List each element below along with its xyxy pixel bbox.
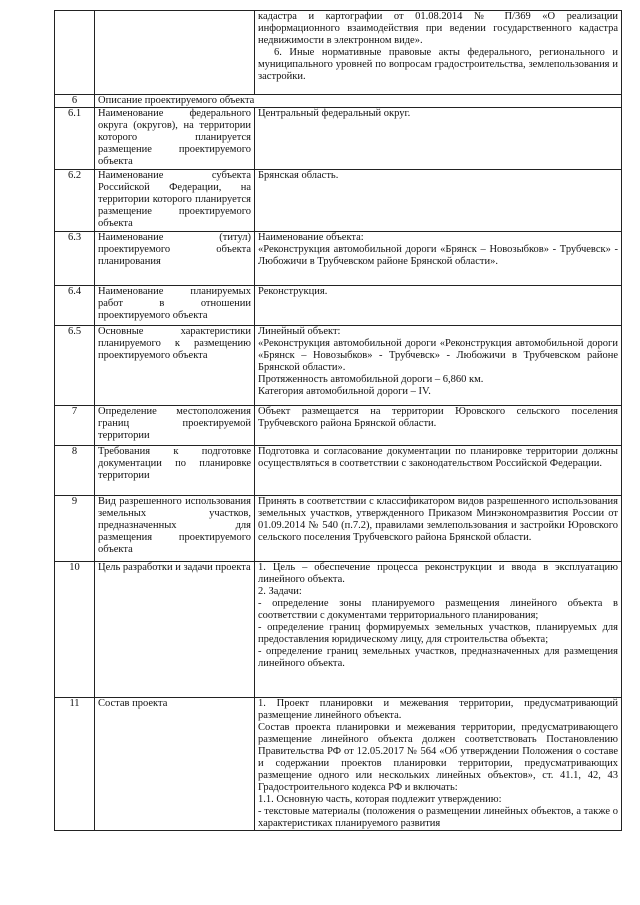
row-value [255,446,622,496]
table-row [55,698,622,831]
row-number: 11 [55,698,95,831]
row-name: Основные характеристики планируемого к размещению проектируемого объекта [95,326,255,406]
value-line: 1.1. Основную часть, которая подлежит утверждению: [258,794,502,805]
row-value [255,562,622,698]
row-number [55,11,95,95]
row-name: Наименование субъекта Российской Федерации, на территории которого планируется размещение проектируемого объекта [95,170,255,232]
value-line: Центральный федеральный округ. [258,108,411,119]
value-line: Объект размещается на территории Юровского сельского поселения Трубчевского района Брянской области. [258,406,618,429]
value-line: - определение границ земельных участков, предназначенных для размещения линейного объекта. [258,646,618,669]
row-number: 6.2 [55,170,95,232]
row-number: 6.1 [55,108,95,170]
table-row [55,496,622,562]
row-name: Вид разрешенного использования земельных участков, предназначенных для размещения проектируемого объекта [95,496,255,562]
table-row [55,562,622,698]
value-line: - определение границ формируемых земельных участков, планируемых для предоставления юридическому лицу, для строительства объекта; [258,622,618,645]
value-line: «Реконструкция автомобильной дороги «Реконструкция автомобильной дороги «Брянск – Новозыбков» - Трубчевск» - Любожичи в Трубчевском районе Брянской области». [258,338,618,373]
value-line: Протяженность автомобильной дороги – 6,860 км. [258,374,484,385]
row-number: 6.5 [55,326,95,406]
table-row [55,170,622,232]
value-line: Состав проекта планировки и межевания территории, предусматривающего размещение линейного объекта должен соответствовать Постановлению Правительства РФ от 12.05.2017 № 564 «Об утверждении Положения о составе и содержании проектов планировки территории, предусматривающих размещение одного или нескольких линейных объектов», ст. 41.1, 42, 43 Градостроительного кодекса РФ и включать: [258,722,618,793]
table-row [55,446,622,496]
row-name: Наименование федерального округа (округов), на территории которого планируется размещение проектируемого объекта [95,108,255,170]
table-row [55,326,622,406]
table-row [55,232,622,286]
row-number: 6.3 [55,232,95,286]
table-row [55,108,622,170]
value-line: 6. Иные нормативные правовые акты федерального, регионального и муниципального уровней по вопросам градостроительства, землепользования и застройки. [258,47,618,82]
table-row [55,286,622,326]
row-name: Наименование (титул) проектируемого объекта планирования [95,232,255,286]
row-value [255,108,622,170]
value-line: Брянская область. [258,170,339,181]
row-value [255,232,622,286]
value-line: 1. Цель – обеспечение процесса реконструкции и ввода в эксплуатацию линейного объекта. [258,562,618,585]
value-line: Наименование объекта: [258,232,364,243]
value-line: Подготовка и согласование документации по планировке территории должны осуществляться в соответствии с законодательством Российской Федерации. [258,446,618,469]
specification-table [54,10,622,831]
row-number: 6.4 [55,286,95,326]
table-row [55,406,622,446]
row-number: 10 [55,562,95,698]
row-name: Требования к подготовке документации по планировке территории [95,446,255,496]
value-line: «Реконструкция автомобильной дороги «Брянск – Новозыбков» - Трубчевск» - Любожичи в Трубчевском районе Брянской области». [258,244,618,267]
value-line: Реконструкция. [258,286,328,297]
row-name: Определение местоположения границ проектируемой территории [95,406,255,446]
row-number: 7 [55,406,95,446]
table-row [55,11,622,95]
row-name: Наименование планируемых работ в отношении проектируемого объекта [95,286,255,326]
value-line: Категория автомобильной дороги – IV. [258,386,431,397]
row-number: 6 [55,95,95,108]
row-value [255,698,622,831]
value-line: Принять в соответствии с классификатором видов разрешенного использования земельных участков, утвержденного Приказом Минэкономразвития России от 01.09.2014 № 540 (п.7.2), правилами землепользования и застройки Юровского сельского поселения Трубчевского района Брянской области. [258,496,618,543]
row-value [255,326,622,406]
value-line: Линейный объект: [258,326,341,337]
row-name: Состав проекта [95,698,255,831]
value-line: 2. Задачи: [258,586,302,597]
table-row [55,95,622,108]
row-value [255,286,622,326]
value-line: кадастра и картографии от 01.08.2014 № П/369 «О реализации информационного взаимодействия при ведении государственного кадастра недвижимости в электронном виде». [258,11,618,46]
row-value [255,170,622,232]
row-value [255,496,622,562]
value-line: - текстовые материалы (положения о размещении линейных объектов, а также о характеристиках планируемого развития [258,806,618,829]
row-value [255,406,622,446]
row-name [95,11,255,95]
section-heading: Описание проектируемого объекта [95,95,622,108]
row-number: 9 [55,496,95,562]
value-line: 1. Проект планировки и межевания территории, предусматривающий размещение линейного объекта. [258,698,618,721]
row-name: Цель разработки и задачи проекта [95,562,255,698]
value-line: - определение зоны планируемого размещения линейного объекта в соответствии с документами территориального планирования; [258,598,618,621]
row-value [255,11,622,95]
row-number: 8 [55,446,95,496]
